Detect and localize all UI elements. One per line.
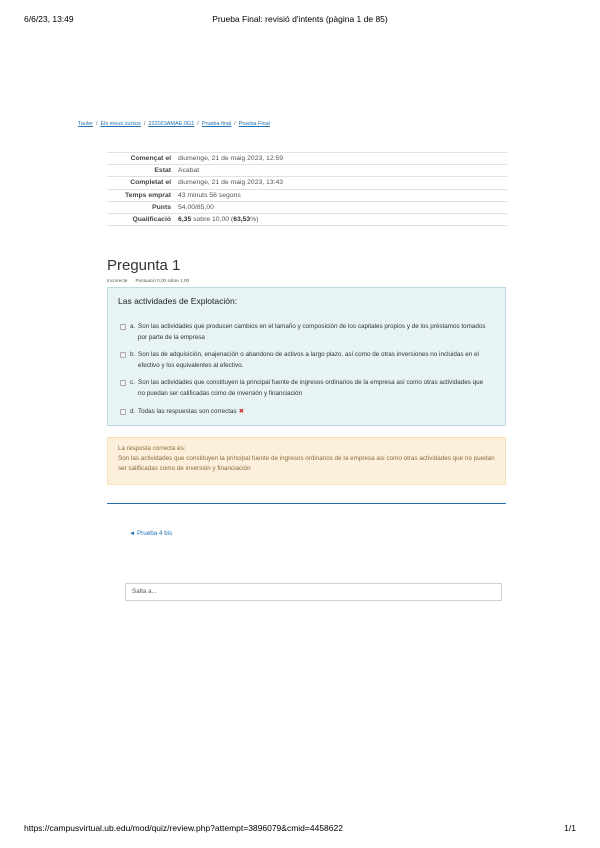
grade-score: 6,35 bbox=[178, 216, 192, 224]
breadcrumb-separator: / bbox=[197, 121, 199, 127]
summary-label: Temps emprat bbox=[125, 191, 171, 199]
question-title: Pregunta 1 bbox=[107, 257, 181, 274]
answer-radio[interactable] bbox=[120, 324, 126, 330]
breadcrumb bbox=[78, 121, 270, 127]
divider bbox=[107, 503, 506, 504]
answer-text bbox=[138, 407, 488, 418]
question-text: Las actividades de Explotación: bbox=[118, 296, 238, 306]
breadcrumb-separator: / bbox=[143, 121, 146, 127]
summary-value: Acabat bbox=[178, 167, 200, 175]
summary-row-time-taken bbox=[107, 190, 507, 202]
answer-text: Son las actividades que constituyen la principal fuente de ingresos ordinarios de la empresa así como otras actividades que no puedan ser calificadas como de inversión y financiación bbox=[138, 379, 484, 397]
summary-row-started bbox=[107, 153, 507, 165]
attempt-summary-table bbox=[107, 152, 507, 226]
summary-label: Completat el bbox=[130, 179, 171, 187]
summary-value bbox=[177, 216, 259, 223]
summary-label: Qualificació bbox=[132, 216, 171, 224]
grade-percent: 63,53 bbox=[233, 216, 251, 224]
question-points: Puntuació 0,00 sobre 1,00 bbox=[135, 278, 190, 283]
print-header bbox=[24, 14, 576, 26]
answer-text-value: Todas las respuestas son correctas bbox=[138, 408, 237, 415]
incorrect-icon: ✖ bbox=[238, 408, 244, 415]
question-info bbox=[107, 278, 189, 283]
breadcrumb-item-my-courses[interactable]: Els meus cursos bbox=[100, 121, 141, 127]
summary-value: diumenge, 21 de maig 2023, 12:59 bbox=[178, 155, 284, 163]
grade-middle: sobre 10,00 ( bbox=[191, 216, 234, 224]
print-title: Prueba Final: revisió d'intents (pàgina 1 de 85) bbox=[212, 14, 388, 24]
print-url: https://campusvirtual.ub.edu/mod/quiz/review.php?attempt=3896079&cmid=4458622 bbox=[24, 823, 343, 833]
print-footer bbox=[24, 823, 576, 835]
correct-answer-feedback bbox=[107, 437, 506, 485]
feedback-label: La resposta correcta és: bbox=[118, 445, 186, 452]
summary-value: 43 minuts 56 segons bbox=[178, 191, 241, 199]
summary-label: Punts bbox=[152, 203, 171, 211]
answer-text: Son las actividades que producen cambios en el tamaño y composición de los capitales propios y de los préstamos tomados por parte de la empresa bbox=[138, 323, 486, 341]
summary-row-grade bbox=[107, 214, 507, 226]
print-date: 6/6/23, 13:49 bbox=[24, 14, 74, 24]
answer-letter: a. bbox=[130, 323, 136, 330]
answer-letter: d. bbox=[130, 408, 136, 415]
feedback-text: Son las actividades que constituyen la principal fuente de ingresos ordinarios de la empresa así como otras actividades que no puedan ser calificadas como de inversión y financiación bbox=[118, 455, 495, 472]
answer-letter: b. bbox=[130, 351, 136, 358]
print-page-number: 1/1 bbox=[564, 823, 576, 833]
summary-row-marks bbox=[107, 202, 507, 214]
breadcrumb-item-tauler[interactable]: Tauler bbox=[78, 121, 93, 127]
breadcrumb-item-course[interactable]: 222023AMAE.0G1 bbox=[148, 121, 195, 127]
previous-activity-link[interactable]: ◄ Prueba 4 bis bbox=[129, 530, 173, 537]
question-status: Incorrecte bbox=[107, 278, 128, 283]
answer-radio[interactable] bbox=[120, 352, 126, 358]
grade-end: %) bbox=[250, 216, 259, 224]
summary-value: 54,00/85,00 bbox=[178, 203, 214, 211]
breadcrumb-item-quiz[interactable]: Prueba Final bbox=[238, 121, 270, 127]
summary-label: Començat el bbox=[130, 155, 171, 163]
answer-radio[interactable] bbox=[120, 380, 126, 386]
answer-radio[interactable] bbox=[120, 409, 126, 415]
answer-text: Son las de adquisición, enajenación o abandono de activos a largo plazo, así como de otras inversiones no incluidas en el efectivo y los equivalentes al efectivo. bbox=[138, 351, 479, 369]
summary-row-completed bbox=[107, 177, 507, 189]
summary-row-state bbox=[107, 165, 507, 177]
jump-to-select[interactable]: Salta a... bbox=[125, 583, 502, 601]
summary-label: Estat bbox=[154, 167, 171, 175]
answer-letter: c. bbox=[130, 379, 135, 386]
summary-value: diumenge, 21 de maig 2023, 13:43 bbox=[178, 179, 284, 187]
breadcrumb-separator: / bbox=[95, 121, 98, 127]
breadcrumb-item-section[interactable]: Prueba final bbox=[201, 121, 232, 127]
breadcrumb-separator: / bbox=[234, 121, 236, 127]
question-box bbox=[107, 287, 506, 426]
